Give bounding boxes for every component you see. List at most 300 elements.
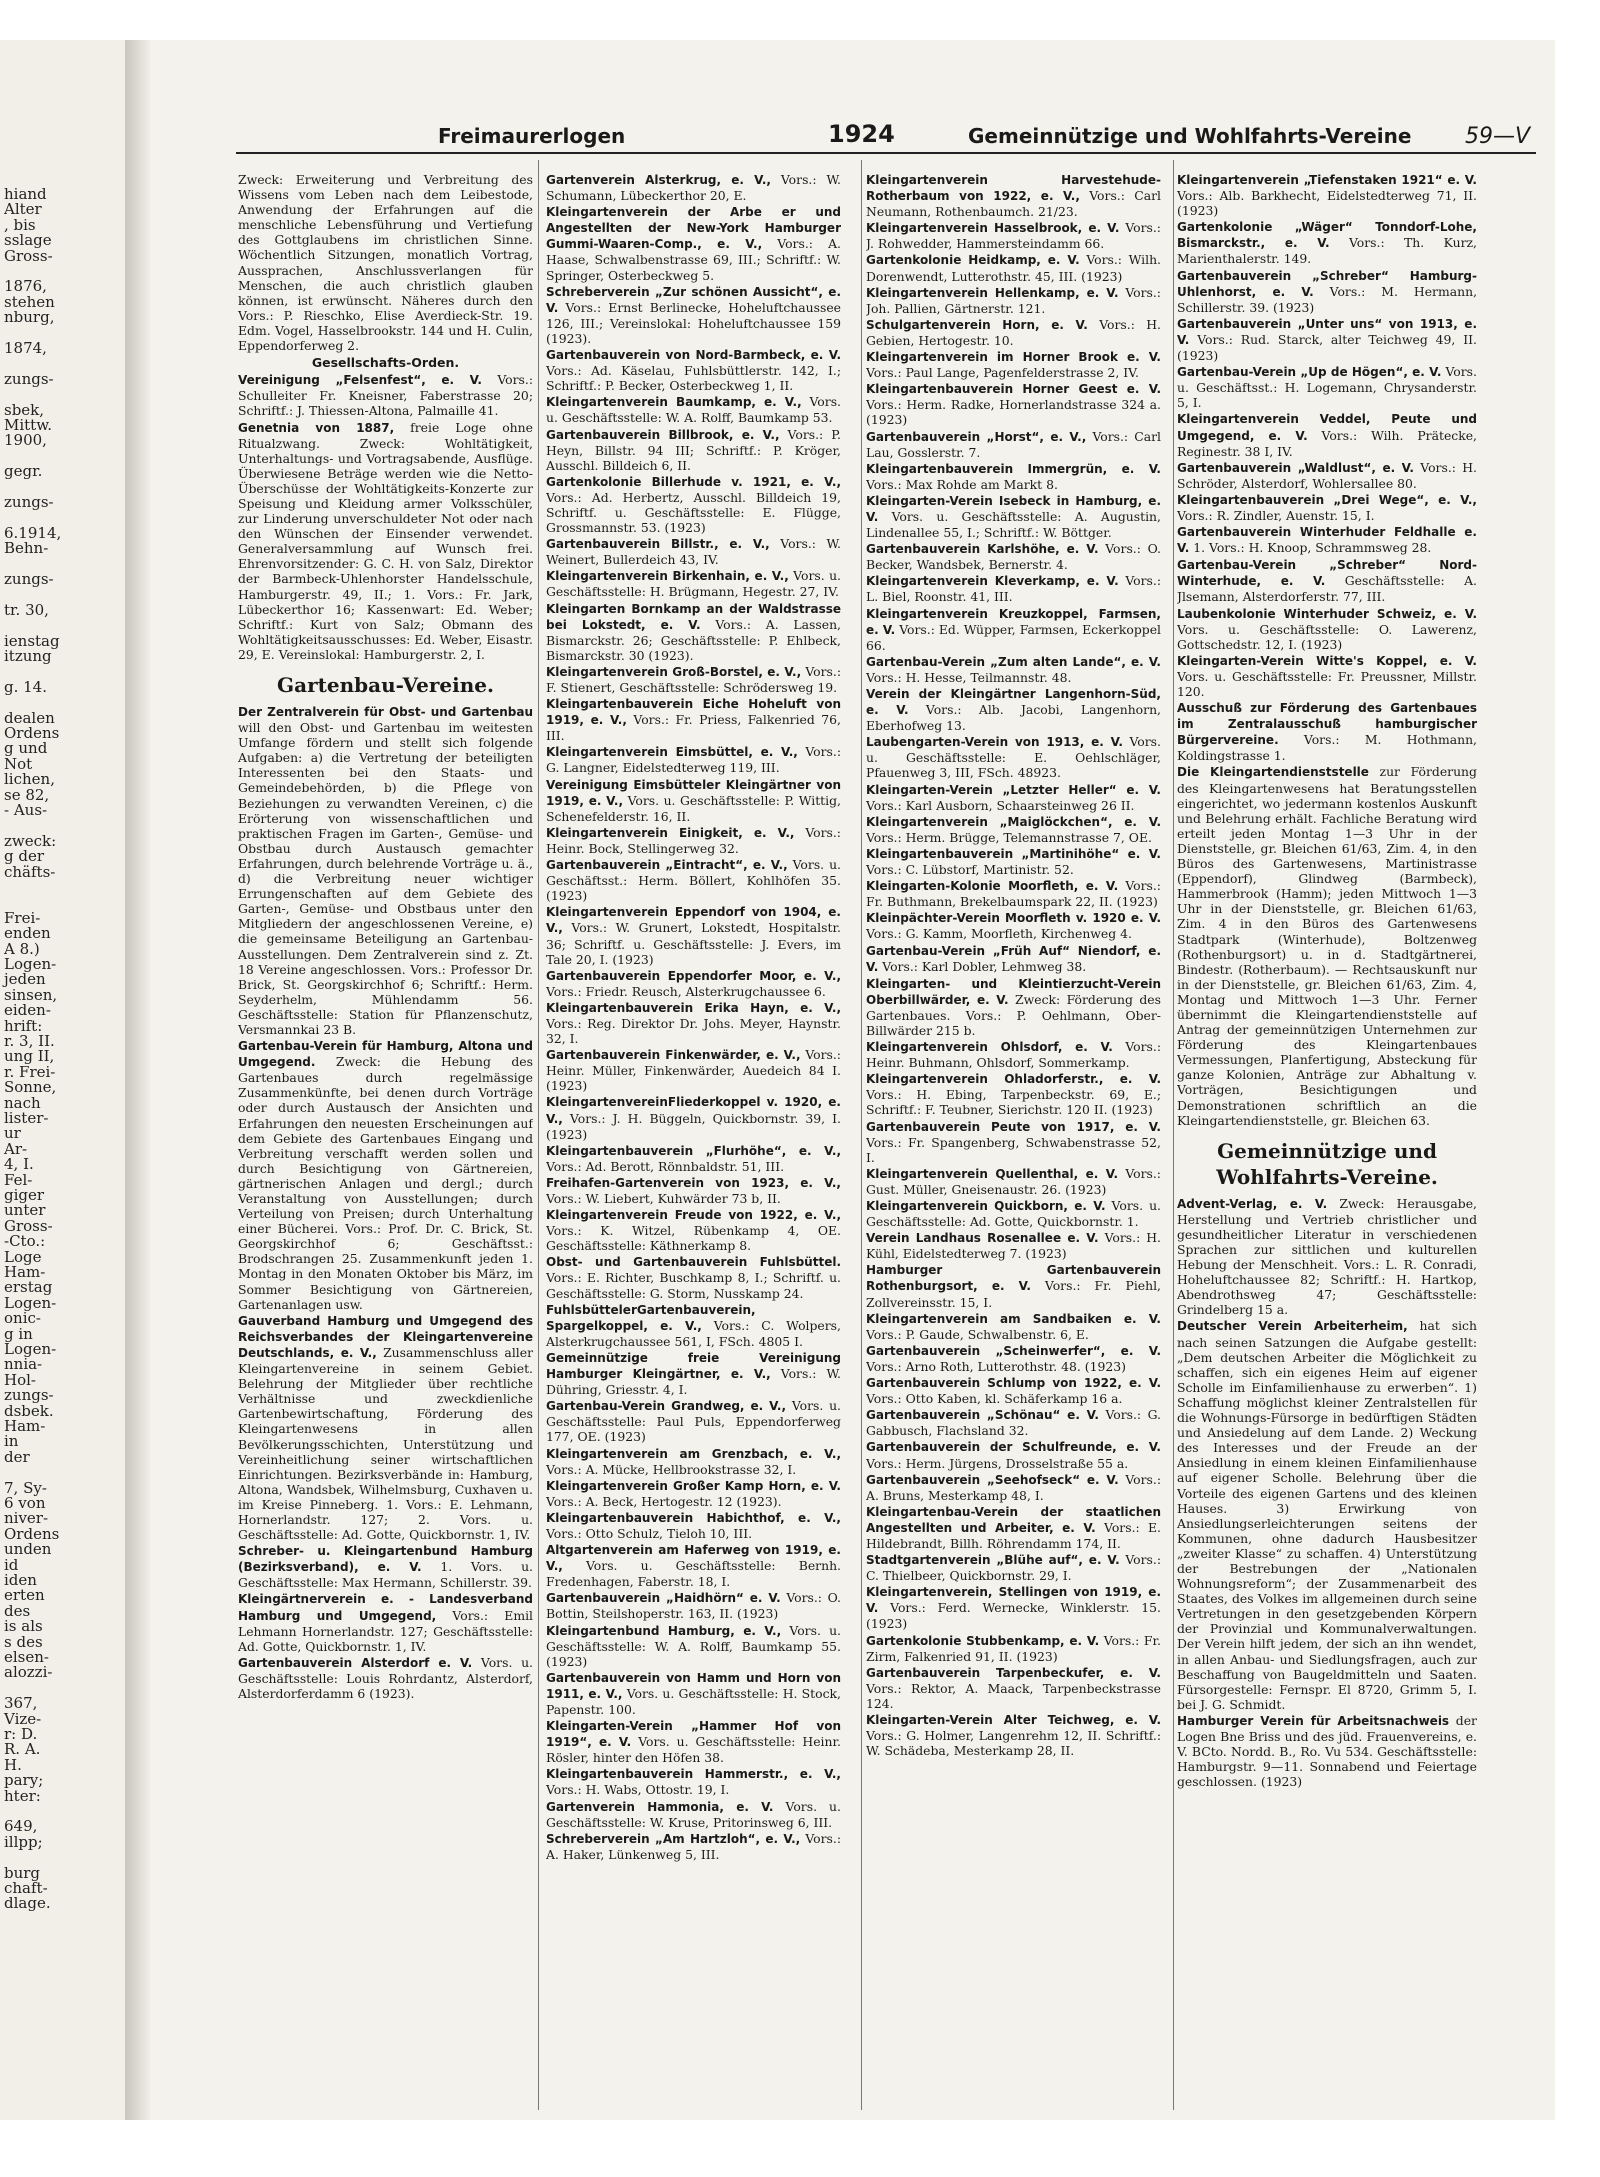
entry-details: Geschäftsstelle: A. Jlsemann, Alsterdorferstr. 77, III. (1177, 573, 1477, 605)
entry-name: Kleingartenbauverein Eiche Hoheluft von 1919, e. V., (546, 697, 841, 728)
entry-name: Kleingartenverein im Horner Brook e. V. (866, 350, 1161, 365)
entry-details: Vors. u. Geschäftsstelle: W. A. Rolff, Baumkamp 53. (546, 394, 841, 426)
facing-page-fragment: elsen- (4, 1648, 49, 1666)
facing-page-fragment: 6.1914, (4, 523, 62, 542)
facing-page-fragment: A 8.) (4, 939, 40, 958)
facing-page-fragment: enden (4, 924, 51, 943)
facing-page-fragment: Behn- (4, 539, 49, 558)
directory-entry (1177, 316, 1477, 363)
entry-details: Vors.: Alb. Barkhecht, Eidelstedterweg 71, II. (1923) (1177, 188, 1477, 219)
directory-entry (546, 284, 841, 346)
facing-page-fragment: R. A. (4, 1740, 41, 1759)
directory-entry (866, 1552, 1161, 1583)
directory-entry (238, 1591, 533, 1653)
directory-entry (546, 1510, 841, 1541)
directory-entry (866, 1407, 1161, 1438)
entry-name: Gartenbauverein Alsterdorf e. V. (238, 1655, 473, 1670)
entry-name: Vereinigung „Felsenfest“, e. V. (238, 373, 482, 388)
directory-entry (866, 252, 1161, 283)
entry-details: Vors.: Rud. Starck, alter Teichweg 49, II. (1923) (1177, 331, 1477, 364)
entry-name: Kleingartenverein Quickborn, e. V. (866, 1199, 1106, 1213)
entry-details: Zweck: Erweiterung und Verbreitung des Wissens vom Leben nach dem Leibestode, Anwendung der Erfahrungen auf die menschliche Lebensführung und Vertiefung des Gottglaubens im christlichen Sinne. Wöchentlich Sitzungen, monatlich Vortrag, Aussprachen, Anschlussverlangen für Menschen, die auch christlich glauben können, ist erwünscht. Näheres durch den Vors.: P. Rieschko, Elise Averdieck-Str. 19. Edm. Vogel, Hasselbrookstr. 144 und H. Culin, Eppendorferweg 2. (238, 172, 533, 354)
facing-page-fragment: Sonne, (4, 1078, 57, 1097)
entry-details: Vors.: Ferd. Wernecke, Winklerstr. 15. (1923) (866, 1600, 1161, 1632)
facing-page-fragment: erten (4, 1586, 45, 1605)
entry-details: Vors.: Heinr. Buhmann, Ohlsdorf, Sommerkamp. (866, 1039, 1161, 1071)
entry-name: Hamburger Gartenbauverein Rothenburgsort, e. V. (866, 1263, 1161, 1294)
facing-page-fragment: der (4, 1447, 30, 1466)
facing-page-fragment: onic- (4, 1309, 41, 1328)
entry-name: Kleingarten-Kolonie Moorfleth, e. V. (866, 879, 1119, 894)
facing-page-fragment: hter: (4, 1786, 41, 1805)
entry-name: Freihafen-Gartenverein von 1923, e. V., (546, 1175, 841, 1190)
directory-entry (546, 536, 841, 567)
facing-page-fragment: id (4, 1555, 19, 1574)
directory-entry (866, 1198, 1161, 1229)
directory-entry (866, 878, 1161, 909)
facing-page-fragment: unden (4, 1540, 52, 1559)
facing-page-fragment: Gross- (4, 246, 53, 265)
entry-details: Vors.: Wilh. Prätecke, Reginestr. 38 I, IV. (1177, 427, 1477, 459)
text-column-4 (1177, 172, 1477, 2102)
entry-details: 1. Vors.: H. Knoop, Schrammsweg 28. (1193, 540, 1432, 556)
entry-details: Vors. u. Geschäftsstelle: Fr. Preussner, Millstr. 120. (1177, 668, 1477, 699)
facing-page-fragment: chäfts- (4, 862, 56, 881)
directory-entry (546, 1670, 841, 1717)
entry-name: Vereinigung Eimsbütteler Kleingärtner von 1919, e. V., (546, 777, 841, 808)
entry-details: Vors.: R. Zindler, Auenstr. 15, I. (1177, 507, 1375, 523)
directory-entry (1177, 1196, 1477, 1318)
directory-entry (1177, 1713, 1477, 1789)
entry-details: Vors. u. Geschäftsstelle: Ad. Gotte, Quickbornstr. 1. (866, 1198, 1161, 1230)
facing-page-fragment: 4, I. (4, 1155, 34, 1174)
facing-page-fragment: burg (4, 1863, 41, 1882)
entry-name: Kleingarten-Verein „Letzter Heller“ e. V. (866, 782, 1161, 797)
entry-details: Vors.: Fr. Zirm, Falkenried 91, II. (1923) (866, 1632, 1161, 1664)
entry-details: Vors.: Friedr. Reusch, Alsterkrugchaussee 6. (546, 983, 826, 999)
directory-entry (238, 1655, 533, 1701)
directory-entry (546, 1175, 841, 1206)
entry-name: Kleingartenverein Veddel, Peute und Umgegend, e. V. (1177, 412, 1477, 443)
directory-entry (546, 1718, 841, 1765)
entry-name: Schreber- u. Kleingartenbund Hamburg (Bezirksverband), e. V. (238, 1544, 533, 1575)
entry-name: Gartenbau-Verein „Zum alten Lande“, e. V. (866, 654, 1161, 669)
entry-details: Vors.: L. Biel, Roonstr. 41, III. (866, 573, 1161, 605)
header-left: Freimaurerlogen (438, 124, 626, 148)
entry-details: Vors.: Rektor, A. Maack, Tarpenbeckstrasse 124. (866, 1680, 1161, 1711)
directory-entry (1177, 268, 1477, 315)
facing-page-fragment: r: D. (4, 1725, 38, 1743)
directory-entry (546, 968, 841, 999)
entry-details: Vors.: Wilh. Dorenwendt, Lutterothstr. 45, III. (1923) (866, 252, 1161, 284)
entry-details: Vors.: W. Dühring, Griesstr. 4, I. (546, 1366, 841, 1398)
directory-entry (866, 1504, 1161, 1551)
facing-page-fragment: hiand (4, 185, 47, 203)
entry-name: Gartenbauverein Winterhuder Feldhalle e. V. (1177, 525, 1477, 556)
directory-entry (546, 1254, 841, 1300)
directory-entry (1177, 364, 1477, 410)
facing-page-fragment: lister- (4, 1109, 49, 1127)
entry-name: Kleingartenverein Baumkamp, e. V., (546, 395, 802, 410)
entry-name: Kleingartenbauverein Immergrün, e. V. (866, 461, 1161, 476)
directory-entry (1177, 219, 1477, 266)
directory-entry (546, 172, 841, 203)
entry-details: Vors.: J. Rohwedder, Hammersteindamm 66. (866, 220, 1161, 252)
entry-details: Vors.: Fr. Spangenberg, Schwabenstrasse 52, I. (866, 1134, 1161, 1165)
directory-entry (866, 1166, 1161, 1197)
directory-entry (1177, 764, 1477, 1127)
entry-details: Vors.: A. Haase, Schwalbenstrasse 69, III.; Schriftf.: W. Springer, Osterbeckweg 5. (546, 236, 841, 283)
entry-details: Vors.: Max Rohde am Markt 8. (866, 476, 1058, 492)
directory-entry (866, 573, 1161, 604)
facing-page-fragment: 7, Sy- (4, 1478, 47, 1497)
directory-entry (866, 1343, 1161, 1374)
facing-page-fragment: iden (4, 1571, 37, 1589)
facing-page-fragment: pary; (4, 1771, 44, 1790)
facing-page-fragment: g und (4, 739, 48, 758)
entry-name: Kleingartenverein Birkenhain, e. V., (546, 569, 789, 584)
directory-entry (866, 782, 1161, 813)
entry-name: Kleingärtnerverein e. - Landesverband Hamburg und Umgegend, (238, 1592, 533, 1623)
directory-entry (866, 381, 1161, 427)
directory-entry (238, 372, 533, 418)
entry-details: Vors.: W. Weinert, Bullerdeich 43, IV. (546, 536, 841, 568)
entry-details: Vors.: A. Mücke, Hellbrookstrasse 32, I. (546, 1461, 797, 1477)
text-column-2 (546, 172, 841, 2102)
facing-page-fragment: Ham- (4, 1417, 46, 1435)
directory-entry (546, 1350, 841, 1397)
facing-page-fragment: zweck: (4, 831, 57, 850)
entry-details: freie Loge ohne Ritualzwang. Zweck: Wohltätigkeit, Unterhaltungs- und Vortragsabende, Ausflüge. Überwiesene Beträge werden wie die Netto-Überschüsse der Wohltätigkeits-Konzerte zur Speisung und Kleidung armer Volksschüler, zur Linderung unverschuldeter Not oder nach den Wünschen der Einsender verwendet. Generalversammlung auf Wunsch frei. Ehrenvorsitzender: G. C. H. von Salz, Direktor der Barmbeck-Uhlenhorster Handelsschule, Hamburgerstr. 49, II.; 1. Vors.: Fr. Jark, Lübeckerthor 16; Kassenwart: Ed. Weber; Schriftf.: Kurt von Salz; Obmann des Wohltätigkeitsausschusses: Ed. Weber, Eisastr. 29, E. Vereinslokal: Hamburgerstr. 2, I. (238, 419, 533, 662)
facing-page-fragment: Ordens (4, 724, 60, 742)
directory-entry (866, 1665, 1161, 1711)
entry-name: Gartenbauverein „Schönau“ e. V. (866, 1408, 1099, 1423)
entry-details: Vors.: Arno Roth, Lutterothstr. 48. (1923) (866, 1358, 1126, 1374)
entry-name: Kleingartenverein Hasselbrook, e. V. (866, 221, 1120, 236)
entry-name: Advent-Verlag, e. V. (1177, 1196, 1328, 1211)
directory-entry (866, 317, 1161, 348)
entry-details: Vors. u. Geschäftsstelle: P. Wittig, Schenefelderstr. 16, II. (546, 792, 841, 824)
entry-name: Kleingartenbauverein Erika Hayn, e. V., (546, 1000, 841, 1015)
entry-details: Vors.: G. Gabbusch, Flachsland 32. (866, 1407, 1161, 1439)
directory-entry (1177, 1318, 1477, 1711)
entry-name: Kleingartenverein „Maiglöckchen“, e. V. (866, 814, 1161, 829)
entry-name: Kleingartenbauverein „Martinihöhe“ e. V. (866, 846, 1161, 861)
entry-name: Gartenbau-Verein „Up de Högen“, e. V. (1177, 365, 1442, 380)
entry-details: Vors.: Karl Dobler, Lehmweg 38. (882, 958, 1087, 974)
facing-page-fragment: gegr. (4, 462, 43, 481)
entry-details: Vors.: P. Heyn, Billstr. 94 III; Schriftf.: P. Kröger, Ausschl. Billdeich 6, II. (546, 426, 841, 473)
entry-name: Kleingartenverein Eppendorf von 1904, e. V., (546, 905, 841, 936)
directory-entry (866, 846, 1161, 877)
directory-entry (866, 1071, 1161, 1117)
facing-page-fragment: g der (4, 847, 45, 866)
facing-page-fragment: 6 von (4, 1494, 46, 1512)
entry-name: Kleingartenbauverein „Drei Wege“, e. V., (1177, 492, 1477, 507)
facing-page-fragment: r. 3, II. (4, 1032, 55, 1050)
facing-page-fragment: in (4, 1432, 19, 1451)
facing-page-fragment: g. 14. (4, 677, 47, 696)
entry-name: Verein Landhaus Rosenallee e. V. (866, 1231, 1099, 1246)
facing-page-fragment: Loge (4, 1247, 42, 1266)
entry-details: Vors.: A. Haker, Lünkenweg 5, III. (546, 1830, 841, 1862)
entry-name: Gartenbauverein „Unter uns“ von 1913, e. V. (1177, 316, 1477, 347)
entry-details: Vors. u. Geschäftsstelle: A. Augustin, Lindenallee 55, I.; Schriftf.: W. Böttger. (866, 508, 1161, 541)
entry-details: Vors.: C. Wolpers, Alsterkrugchaussee 561, I, FSch. 4805 I. (546, 1317, 841, 1349)
directory-entry (546, 1590, 841, 1621)
facing-page-fragment: -Cto.: (4, 1232, 46, 1251)
entry-details: Vors. u. Geschäftsstelle: H. Stock, Papenstr. 100. (546, 1685, 841, 1717)
entry-details: Vors.: E. Richter, Buschkamp 8, I.; Schriftf. u. Geschäftsstelle: G. Storm, Nusskamp 24. (546, 1270, 841, 1301)
entry-name: Gartenbauverein „Schreber“ Hamburg-Uhlenhorst, e. V. (1177, 268, 1477, 299)
directory-entry (866, 1439, 1161, 1470)
entry-name: Gartenbau-Verein „Schreber“ Nord-Winterhude, e. V. (1177, 558, 1477, 589)
entry-details: Vors.: O. Bottin, Steilshoperstr. 163, II. (1923) (546, 1590, 841, 1622)
entry-name: Kleingarten-Verein Witte's Koppel, e. V. (1177, 653, 1477, 668)
entry-name: Schulgartenverein Horn, e. V. (866, 317, 1088, 332)
entry-name: Kleingarten Bornkamp an der Waldstrasse bei Lokstedt, e. V. (546, 601, 841, 632)
entry-details: Vors.: P. Gaude, Schwalbenstr. 6, E. (866, 1326, 1089, 1342)
entry-name: Kleingartenbund Hamburg, e. V., (546, 1623, 782, 1638)
entry-details: Vors.: W. Grunert, Lokstedt, Hospitalstr. 36; Schriftf. u. Geschäftsstelle: J. Evers, im Tale 20, I. (1923) (546, 920, 841, 967)
entry-name: Gartenkolonie „Wäger“ Tonndorf-Lohe, Bismarckstr., e. V. (1177, 220, 1477, 251)
entry-details: Vors.: A. Lassen, Bismarckstr. 26; Geschäftsstelle: P. Ehlbeck, Bismarckstr. 30 (1923). (546, 616, 841, 663)
directory-entry (546, 1398, 841, 1444)
entry-details: Vors.: Th. Kurz, Marienthalerstr. 149. (1177, 235, 1477, 267)
entry-name: Kleingarten-Verein Alter Teichweg, e. V. (866, 1713, 1161, 1727)
facing-page-fragment: giger (4, 1186, 45, 1204)
directory-entry (866, 429, 1161, 460)
facing-page-fragment: lichen, (4, 770, 55, 789)
directory-entry (546, 664, 841, 695)
column-divider (1173, 160, 1174, 2110)
directory-entry (866, 606, 1161, 653)
entry-details: Vors.: Carl Neumann, Rothenbaumch. 21/23. (866, 188, 1161, 220)
directory-entry (1177, 557, 1477, 604)
facing-page-fragment: dlage. (4, 1894, 51, 1913)
directory-entry (546, 1623, 841, 1669)
entry-details: Vors.: Ernst Berlinecke, Hoheluftchaussee 126, III.; Vereinslokal: Hoheluftchaussee 159 (1923). (546, 299, 841, 346)
directory-entry (866, 1311, 1161, 1342)
directory-entry (866, 1230, 1161, 1261)
entry-name: Gartenbauverein Karlshöhe, e. V. (866, 542, 1099, 557)
facing-page-fragment: erstag (4, 1278, 53, 1297)
facing-page-fragment: alozzi- (4, 1663, 53, 1682)
entry-name: Kleingartenbauverein Habichthof, e. V., (546, 1510, 841, 1525)
facing-page-fragment: Ar- (4, 1139, 28, 1158)
entry-details: Vors.: H. Wabs, Ottostr. 19, I. (546, 1782, 730, 1798)
entry-details: Vors.: Reg. Direktor Dr. Johs. Meyer, Haynstr. 32, I. (546, 1015, 841, 1047)
entry-details: Vors.: A. Beck, Hertogestr. 12 (1923). (546, 1493, 782, 1509)
entry-name: Gartenbauverein „Haidhörn“ e. V. (546, 1591, 781, 1606)
entry-details: Vors. u. Geschäftsstelle: W. A. Rolff, Baumkamp 55. (1923) (546, 1622, 841, 1669)
facing-page-fragment: Frei- (4, 908, 41, 927)
directory-entry (1177, 172, 1477, 218)
entry-name: Kleingartenverein Quellenthal, e. V. (866, 1166, 1119, 1181)
directory-entry (546, 1094, 841, 1141)
directory-entry (546, 601, 841, 663)
entry-details: Vors.: C. Lübstorf, Martinistr. 52. (866, 862, 1074, 878)
facing-page-fragment: chaft- (4, 1879, 48, 1897)
entry-details: Zusammenschluss aller Kleingartenvereine in seinem Gebiet. Belehrung der Mitglieder über rechtliche Verhältnisse und zweckdienliche Gartenbewirtschaftung, Förderung des Kleingartenwesens in allen Bevölkerungsschichten, Unterstützung und Vereinheitlichung seiner wirtschaftlichen Einrichtungen. Bezirksverbände in: Hamburg, Altona, Wandsbek, Wilhelmsburg, Cuxhaven u. im Kreise Pinneberg. 1. Vors.: E. Lehmann, Hornerlandstr. 127; 2. Vors. u. Geschäftsstelle: Ad. Gotte, Quickbornstr. 1, IV. (238, 1344, 533, 1543)
entry-name: Kleingartenverein am Grenzbach, e. V., (546, 1446, 841, 1461)
facing-page-fragment: nach (4, 1093, 41, 1112)
entry-name: Laubenkolonie Winterhuder Schweiz, e. V. (1177, 606, 1477, 621)
entry-name: Kleingartenverein am Sandbaiken e. V. (866, 1311, 1161, 1326)
entry-details: Vors.: Carl Lau, Gosslerstr. 7. (866, 428, 1161, 460)
entry-name: Gartenkolonie Stubbenkamp, e. V. (866, 1633, 1100, 1648)
entry-details: Vors. u. Geschäftsst.: H. Logemann, Chrysanderstr. 5, I. (1177, 364, 1477, 411)
header-rule (236, 152, 1536, 154)
entry-name: Gartenbauverein „Waldlust“, e. V. (1177, 460, 1414, 475)
entry-name: Kleingartenbau-Verein der staatlichen Angestellten und Arbeiter, e. V. (866, 1504, 1161, 1535)
entry-name: Gartenbauverein Tarpenbeckufer, e. V. (866, 1665, 1161, 1680)
entry-details: Vors.: Otto Kaben, kl. Schäferkamp 16 a. (866, 1391, 1123, 1407)
facing-page-fragment: ung II, (4, 1047, 55, 1066)
entry-name: FuhlsbüttelerGartenbauverein, Spargelkoppel, e. V., (546, 1302, 756, 1333)
header-page-number: 59—V (1464, 124, 1530, 149)
directory-entry (546, 394, 841, 425)
facing-page-fragment: r. Frei- (4, 1062, 56, 1081)
entry-name: Kleingartenverein Großer Kamp Horn, e. V. (546, 1478, 841, 1493)
entry-name: Kleinpächter-Verein Moorfleth v. 1920 e. V. (866, 911, 1161, 926)
adjacent-page-strip (0, 40, 150, 2120)
entry-details: Vors.: Heinr. Müller, Finkenwärder, Auedeich 84 I. (1923) (546, 1047, 841, 1094)
facing-page-fragment: niver- (4, 1509, 49, 1528)
entry-details: Vors.: Ed. Wüpper, Farmsen, Eckerkoppel 66. (866, 621, 1161, 653)
directory-entry (238, 172, 533, 353)
page-gutter-shadow (125, 40, 150, 2120)
facing-page-fragment: - Aus- (4, 801, 48, 819)
facing-page-fragment: zungs- (4, 570, 54, 588)
facing-page-fragment: zungs- (4, 369, 54, 388)
facing-page-fragment: itzung (4, 647, 52, 665)
facing-page-fragment: stehen (4, 292, 55, 311)
entry-name: Gartenbauverein Eppendorfer Moor, e. V., (546, 968, 841, 983)
directory-entry (866, 686, 1161, 733)
entry-details: Vors.: G. Kamm, Moorfleth, Kirchenweg 4. (866, 926, 1132, 942)
entry-details: Vors.: Gust. Müller, Gneisenaustr. 26. (1923) (866, 1165, 1161, 1197)
entry-name: KleingartenvereinFliederkoppel v. 1920, e. V., (546, 1095, 841, 1126)
facing-page-fragment: Mittw. (4, 416, 53, 434)
entry-details: Vors.: Schulleiter Fr. Kneisner, Faberstrasse 20; Schriftf.: J. Thiessen-Altona, Palmaille 41. (238, 372, 533, 419)
directory-entry (866, 285, 1161, 316)
facing-page-fragment: Logen- (4, 1293, 57, 1312)
facing-page-fragment: Fel- (4, 1170, 33, 1189)
section-title: Gartenbau-Vereine. (277, 673, 494, 697)
directory-entry (546, 1766, 841, 1797)
facing-page-fragment: Gross- (4, 1216, 53, 1235)
directory-entry (238, 1543, 533, 1590)
directory-entry (866, 1375, 1161, 1406)
facing-page-fragment: g in (4, 1324, 33, 1343)
entry-name: Gartenbauverein „Seehofseck“ e. V. (866, 1472, 1119, 1487)
directory-entry (546, 777, 841, 824)
entry-name: Kleingartenverein, Stellingen von 1919, e. V. (866, 1585, 1161, 1616)
entry-name: Gartenbauverein Finkenwärder, e. V., (546, 1048, 801, 1063)
facing-page-fragment: ur (4, 1124, 21, 1143)
entry-name: Kleingarten-Verein „Hammer Hof von 1919“, e. V. (546, 1719, 841, 1750)
directory-entry (1177, 492, 1477, 523)
entry-name: Gartenkolonie Billerhude v. 1921, e. V., (546, 474, 841, 489)
entry-name: Kleingartenverein Ohladorferstr., e. V. (866, 1072, 1161, 1087)
section-subheading: Gesellschafts-Orden. (311, 355, 460, 371)
entry-name: Gemeinnützige freie Vereinigung Hamburger Kleingärtner, e. V., (546, 1350, 841, 1382)
entry-details: Vors.: Paul Lange, Pagenfelderstrasse 2, IV. (866, 365, 1139, 381)
directory-entry (546, 1446, 841, 1477)
entry-details: Vors. u. Geschäftsstelle: H. Brügmann, Hegestr. 27, IV. (546, 568, 841, 600)
directory-entry (1177, 653, 1477, 699)
entry-name: Hamburger Verein für Arbeitsnachweis (1177, 1713, 1450, 1728)
directory-entry (546, 1000, 841, 1046)
directory-entry (546, 857, 841, 903)
entry-details: Vors.: Herm. Radke, Hornerlandstrasse 324 a. (1923) (866, 397, 1161, 428)
column-divider (861, 160, 862, 2110)
directory-entry (238, 420, 533, 663)
directory-entry (546, 904, 841, 966)
directory-entry (546, 347, 841, 393)
facing-page-fragment: ienstag (4, 631, 60, 650)
entry-name: Deutscher Verein Arbeiterheim, (1177, 1319, 1408, 1334)
facing-page-fragment: dsbek. (4, 1401, 54, 1420)
entry-details: Vors. u. Geschäftsstelle: Heinr. Rösler, hinter den Höfen 38. (546, 1734, 841, 1766)
entry-details: Vors.: Alb. Jacobi, Langenhorn, Eberhofweg 13. (866, 702, 1161, 734)
entry-name: Kleingartenverein Kreuzkoppel, Farmsen, e. V. (866, 606, 1161, 637)
directory-entry (866, 943, 1161, 975)
entry-details: Vors.: H. Gebien, Hertogestr. 10. (866, 316, 1161, 348)
facing-page-fragment: is als (4, 1617, 43, 1636)
entry-name: Gartenbauverein Billbrook, e. V., (546, 427, 780, 442)
entry-name: Kleingartenverein Einigkeit, e. V., (546, 825, 795, 840)
directory-entry (866, 1262, 1161, 1309)
entry-name: Stadtgartenverein „Blühe auf“, e. V. (866, 1553, 1120, 1568)
entry-name: Schreberverein „Zur schönen Aussicht“, e. V. (546, 284, 841, 315)
entry-details: Vors.: M. Hothmann, Koldingstrasse 1. (1177, 732, 1477, 764)
entry-name: Kleingartenbauverein Hammerstr., e. V., (546, 1767, 841, 1782)
column-divider (538, 160, 539, 2110)
directory-entry (866, 1584, 1161, 1631)
entry-details: 1. Vors. u. Geschäftsstelle: Max Hermann, Schillerstr. 39. (238, 1559, 533, 1591)
directory-entry (866, 976, 1161, 1038)
entry-name: Kleingartenverein „Tiefenstaken 1921“ e. V. (1177, 173, 1477, 187)
entry-name: Obst- und Gartenbauverein Fuhlsbüttel. (546, 1255, 841, 1270)
directory-entry (1177, 411, 1477, 458)
facing-page-fragment: Vize- (4, 1709, 42, 1728)
directory-entry (1177, 460, 1477, 491)
facing-page-fragment: sbek, (4, 400, 45, 419)
entry-name: Kleingartenverein Hellenkamp, e. V. (866, 285, 1119, 300)
section-title: Gemeinnützige und Wohlfahrts-Vereine. (1216, 1138, 1438, 1189)
text-column-1 (238, 172, 533, 2102)
directory-entry (866, 541, 1161, 572)
entry-details: Vors.: W. Liebert, Kuhwärder 73 b, II. (546, 1191, 781, 1206)
facing-page-fragment: zungs- (4, 1386, 54, 1405)
directory-entry (238, 704, 533, 1037)
facing-page-fragment: 1900, (4, 431, 47, 450)
entry-details: zur Förderung des Kleingartenwesens hat Beratungsstellen eingerichtet, wo jedermann kostenlos Auskunft und Belehrung erhält. Fachliche Beratung wird erteilt jeden Montag 1—3 Uhr in der Dienststelle, gr. Bleichen 61/63, Zim. 4, in den Büros des Gartenwesens, Martinistrasse (Eppendorf), Glindweg (Barmbeck), Hammerbrook (Hamm); jeden Mittwoch 1—3 Uhr in der Dienststelle, gr. Bleichen 61/63, Zim. 4 in den Büros des Gartenwesens Stadtpark (Winterhude), Boltzenweg (Rothenburgsort) u. in d. Stadtgärtnerei, Bindestr. (Rotherbaum). — Rechtsauskunft nur in der Dienststelle, gr. Bleichen 61/63, Zim. 4, Montag und Mittwoch 1—3 Uhr. Ferner übernimmt die Kleingartendienststelle auf Antrag der gemeinnützigen Unternehmen zur Förderung des Kleingartenbaues Vermessungen, Planfertigung, Absteckung für ganze Kolonien, Anträge zur Abhaltung v. Vorträgen, Besichtigungen und Demonstrationen schriftlich an die Kleingartendienststelle, gr. Bleichen 63. (1177, 764, 1477, 1128)
entry-details: Vors. u. Geschäftsstelle: W. Kruse, Pritorinsweg 6, III. (546, 1798, 841, 1830)
directory-entry (546, 1047, 841, 1093)
directory-entry (866, 910, 1161, 941)
facing-page-fragment: sslage (4, 231, 52, 250)
entry-name: Kleingartenbauverein Horner Geest e. V. (866, 382, 1161, 397)
entry-details: Vors.: H. Hesse, Teilmannstr. 48. (866, 669, 1072, 685)
entry-name: Gartenbauverein Billstr., e. V., (546, 537, 770, 552)
entry-name: Gartenverein Alsterkrug, e. V., (546, 173, 771, 187)
entry-details: Vors.: Ad. Berott, Rönnbaldstr. 51, III. (546, 1158, 785, 1174)
entry-details: Vors.: Karl Ausborn, Schaarsteinweg 26 II. (866, 797, 1135, 813)
directory-entry (546, 1799, 841, 1830)
